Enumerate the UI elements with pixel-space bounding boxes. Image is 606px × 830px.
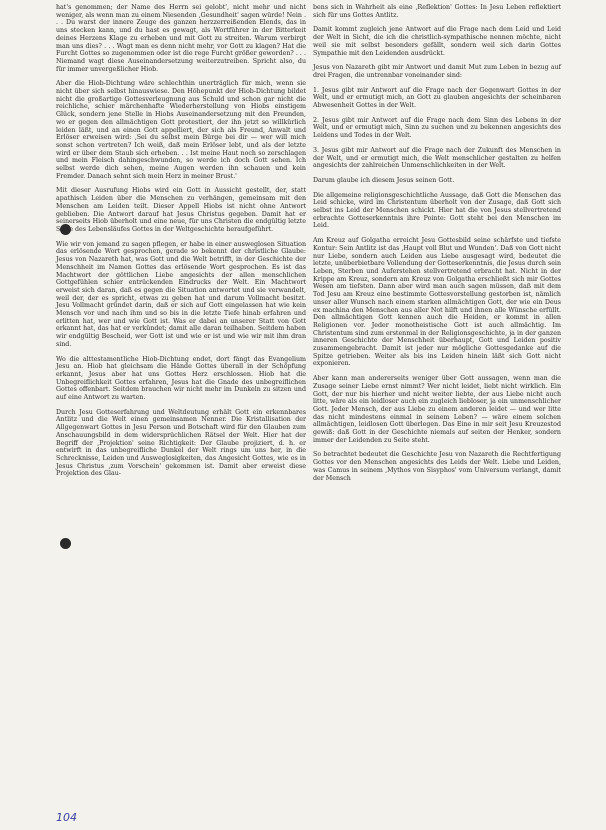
left-column [56,4,306,485]
paragraph: Jesus von Nazareth gibt mir Antwort und damit Mut zum Leben in bezug auf drei Fragen, die untrennbar voneinander sind: [313,64,561,79]
paragraph: Damit kommt zugleich jene Antwort auf die Frage nach dem Leid und Leid der Welt in Sicht, die ich die christlich-sympathische nennen möchte, nicht weil sie mit selbst besonders gefällt, sondern weil sich darin Gottes Sympathie mit den Leidenden ausdrückt. [313,26,561,57]
paragraph: bens sich in Wahrheit als eine ‚Reflektion' Gottes: In Jesu Leben reflektiert sich für uns Gottes Antlitz. [313,4,561,19]
paragraph: 3. Jesus gibt mir Antwort auf die Frage nach der Zukunft des Menschen in der Welt, und er ermutigt mich, die Welt menschlicher gestalten zu helfen angesichts der zahlreichen Unmenschlichkeiten in der Welt. [313,146,561,170]
paragraph: Die allgemeine religionsgeschichtliche Aussage, daß Gott die Menschen das Leid schicke, wird im Christentum überholt von der Zusage, daß Gott sich selbst ins Leid der Menschen schickt. Hier hat die von Jesus stellvertretend erbrachte Gotteserkenntnis ihre Pointe: Gott steht bei den Menschen im Leid. [313,191,561,230]
paragraph: Am Kreuz auf Golgatha erreicht Jesu Gottesbild seine schärfste und tiefste Kontur: Sein Antlitz ist das ‚Haupt voll Blut und Wunden'. Daß von Gott nicht nur Liebe, sondern auch Leiden aus Liebe ausgesagt wird, bedeutet die letzte, unüberbietbare Vollendung der Gotteserkenntnis, die Jesus durch sein Leben, Sterben und Auferstehen stellvertretend erbracht hat. Nicht in der Krippe am Kreuz, sondern am Kreuz von Golgatha erschließt sich mir Gottes Wesen am tiefsten. Dann aber wird man auch sagen müssen, daß mit dem Tod Jesu am Kreuz eine bestimmte Gottesvorstellung gestorben ist, nämlich unser aller Wunsch nach einem starken allmächtigen Gott, der wie ein Deus ex machina den Menschen aus aller Not hilft und ihnen alle Wünsche erfüllt. Den allmächtigen Gott kennen auch die Heiden, er kommt in allen Religionen vor. Jeder monotheistische Gott ist auch allmächtig. Im Christentum sind zum erstenmal in der Religionsgeschichte, ja in der ganzen inneren Geschichte der Menschheit überhaupt, Gott und Leiden positiv zusammengebracht. Damit ist jeder nur mögliche Gottesgedanke auf die Spitze getrieben. Weiter als bis ins Leiden hinein läßt sich Gott nicht exponieren. [313,237,561,368]
paragraph: 2. Jesus gibt mir Antwort auf die Frage nach dem Sinn des Lebens in der Welt, und er ermutigt mich, Sinn zu suchen und zu bekennen angesichts des Leidens und Todes in der Welt. [313,116,561,140]
paragraph: So betrachtet bedeutet die Geschichte Jesu von Nazareth die Rechtfertigung Gottes vor den Menschen angesichts des Leids der Welt. Liebe und Leiden, was Camus in seinem ‚Mythos von Sisyphos' vom Universum verlangt, damit der Mensch [313,451,561,482]
paragraph: hat's genommen; der Name des Herrn sei gelobt', nicht mehr und nicht weniger, als wenn man zu einem Niesenden ‚Gesundheit' sagen würde! Nein . . . Du warst der innere Zeuge des ganzen herzzerreißenden Elends, das in uns stecken kann, und du hast es gewagt, als Wortführer in der Bitterkeit deines Herzens Klage zu erheben und mit Gott zu streiten. Warum verbirgt man uns dies? . . . Wagt man es denn nicht mehr, vor Gott zu klagen? Hat die Furcht Gottes so zugenommen oder ist die rege Furcht größer geworden? . . . Niemand wagt diese Auseinandersetzung weiterzutreiben. Spricht also, du für immer unvergeßlicher Hiob. [56,4,306,73]
paragraph: Wo die alttestamentliche Hiob-Dichtung endet, dort fängt das Evangelium Jesu an. Hiob hat gleichsam die Hände Gottes überall in der Schöpfung erkannt, Jesus aber hat uns Gottes Herz erschlossen. Hiob hat die Unbegreiflichkeit Gottes erfahren, Jesus hat die Gnade des unbegreiflichen Gottes offenbart. Seitdem brauchen wir nicht mehr im Dunkeln zu sitzen und auf eine Antwort zu warten. [56,355,306,402]
paragraph: Aber die Hiob-Dichtung wäre schlechthin unerträglich für mich, wenn sie nicht über sich selbst hinauswiese. Den Höhepunkt der Hiob-Dichtung bildet nicht die großartige Gottesverleugnung aus Schuld und schon gar nicht die reichliche, schier märchenhafte Wiederherstellung von Hiobs einstigem Glück, sondern jene Stelle in Hiobs Auseinandersetzung mit den Freunden, wo er gegen den allmächtigen Gott protestiert, der ihn jetzt so willkürlich leiden läßt, und an einen Gott appelliert, der sich als Freund, Anwalt und Erlöser erweisen wird: ‚Sei du selbst mein Bürge bei dir — wer will mich sonst schon vertreten? Ich weiß, daß mein Erlöser lebt, und als der letzte wird er über dem Staub sich erheben. . . Ist meine Haut noch so zerschlagen und mein Fleisch dahingeschwunden, so werde ich doch Gott sehen. Ich selbst werde dich sehen, meine Augen werden ihn schauen und kein Fremder. Danach sehnt sich mein Herz in meiner Brust.' [56,80,306,180]
paragraph: Mit dieser Ausrufung Hiobs wird ein Gott in Aussicht gestellt, der, statt apathisch Leiden über die Menschen zu verhängen, gemeinsam mit den Menschen am Leiden teilt. Dieser Appell Hiobs ist nicht ohne Antwort geblieben. Die Antwort darauf hat Jesus Christus gegeben. Damit hat er seinerseits Hiob überholt und eine neue, für uns Christen die endgültig letzte Stufe des Lebensläufes Gottes in der Weltgeschichte heraufgeführt. [56,187,306,233]
paragraph: Aber kann man andererseits weniger über Gott aussagen, wenn man die Zusage seiner Liebe ernst nimmt? Wer nicht leidet, liebt nicht wirklich. Ein Gott, der nur bis hierher und nicht weiter liebte, der aus Liebe nicht auch litte, wäre als ein leidloser auch ein zugleich liebloser, ja ein unmenschlicher Gott. Jeder Mensch, der aus Liebe zu einem anderen leidet — und wer litte das nicht mindestens einmal in seinem Leben? — wäre einem solchen allmächtigen, leidlosen Gott überlegen. Das Eine in mir seit Jesu Kreuzestod gewiß: daß Gott in der Geschichte niemals auf seiten der Henker, sondern immer der Leidenden zu Seite steht. [313,375,561,444]
paragraph: 1. Jesus gibt mir Antwort auf die Frage nach der Gegenwart Gottes in der Welt, und er ermutigt mich, an Gott zu glauben angesichts der scheinbaren Abwesenheit Gottes in der Welt. [313,86,561,110]
punch-hole [60,538,71,549]
paragraph: Durch Jesu Gotteserfahrung und Weltdeutung erhält Gott ein erkennbares Antlitz und die Welt einen gemeinsamen Nenner. Die Kristallisation der Allgegenwart Gottes in Jesu Person und Botschaft wird für den Glauben zum Anschauungsbild in dem widersprüchlichen Rätsel der Welt. Hier hat der Begriff der ‚Projektion' seine Richtigkeit: Der Glaube projiziert, d. h. er entwirft in das unbegreifliche Dunkel der Welt rings um uns her, in die Schrecknisse, Leiden und Ausweglosigkeiten, das Angesicht Gottes, wie es in Jesus Christus ‚zum Vorschein' gekommen ist. Damit aber erweist diese Projektion des Glau- [56,408,306,478]
right-column [313,4,561,489]
paragraph: Darum glaube ich diesem Jesus seinen Gott. [313,176,455,184]
paragraph: Wie wir von jemand zu sagen pflegen, er habe in einer ausweglosen Situation das erlösende Wort gesprochen, gerade so bekennt der christliche Glaube: Jesus von Nazareth hat, was Gott und die Welt betrifft, in der Geschichte der Menschheit im Namen Gottes das erlösende Wort gesprochen. Es ist das Machtwort der göttlichen Liebe angesichts der allen menschlichen Gottgefühlen schier entrückenden Eindrucks der Welt. Ein Machtwort erweist sich daran, daß es gegen die Situation antwortet und sie verwandelt, weil der, der es spricht, etwas zu geben hat und darum Vollmacht besitzt. Jesu Vollmacht gründet darin, daß er sich auf Gott eingelassen hat wie kein Mensch vor und nach ihm und so bis in die letzte Tiefe hinab erfahren und erlitten hat, wer und wie Gott ist. Was er dabei an unserer Statt von Gott erkannt hat, das hat er verkündet; damit alle daran teilhaben. Seitdem haben wir endgültig Bescheid, wer Gott ist und wie er ist und wie wir mit ihm dran sind. [56,240,306,348]
page-number: 104 [56,811,77,824]
